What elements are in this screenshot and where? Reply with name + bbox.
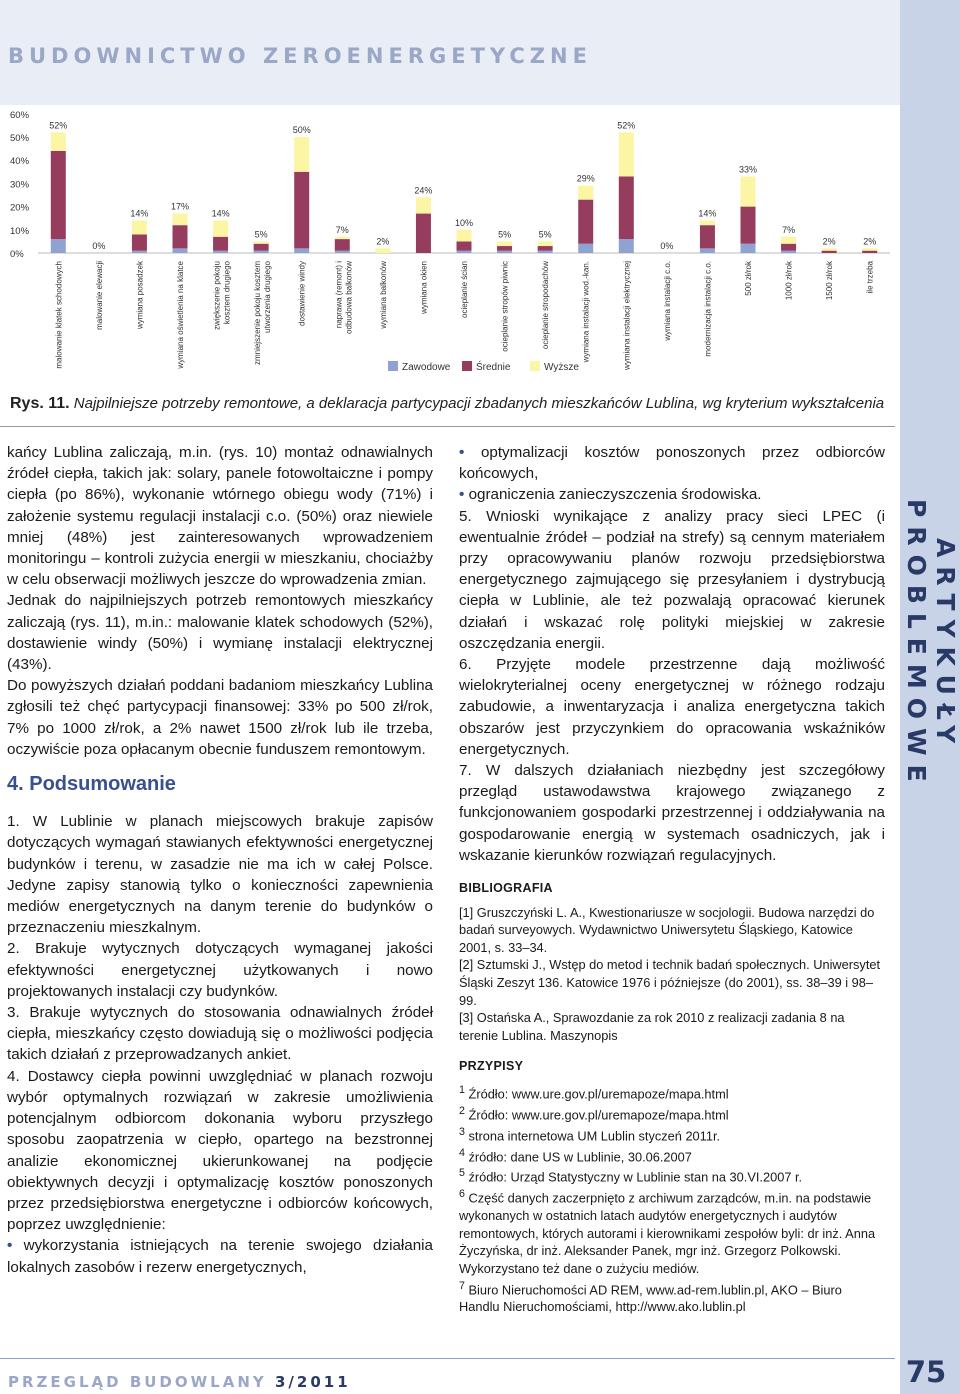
paragraph: Jednak do najpilniejszych potrzeb remontowych mieszkańcy zaliczają (rys. 11), m.in.: malowanie klatek schodowych (52%), dostawienie windy (50%) i wymianę instalacji elektrycznej (43%).: [7, 592, 433, 674]
data-label: 24%: [414, 185, 433, 196]
bar-segment: [51, 239, 66, 253]
category-label: modernizacja instalacji c.o.: [703, 261, 713, 357]
category-label: naprawa (remont) iodbudowa balkonów: [334, 261, 354, 334]
bar-segment: [822, 248, 837, 250]
bar-segment: [578, 244, 593, 253]
bar-segment: [335, 239, 350, 251]
data-label: 7%: [782, 224, 796, 235]
caption-text: Najpilniejsze potrzeby remontowe, a deklaracja partycypacji zbadanych mieszkańców Lublina, wg kryterium wykształcenia: [69, 395, 885, 412]
bar-segment: [213, 251, 228, 253]
bar-segment: [497, 241, 512, 246]
bar-segment: [51, 151, 66, 239]
bar-segment: [619, 132, 634, 176]
bar-segment: [578, 200, 593, 244]
bullet-icon: •: [459, 444, 465, 461]
data-label: 14%: [698, 208, 717, 219]
bar-segment: [173, 214, 188, 226]
bar-segment: [538, 246, 553, 251]
legend-label: Średnie: [476, 362, 511, 373]
bullet-item: [459, 442, 885, 484]
bullet-text: ograniczenia zanieczyszczenia środowiska.: [468, 486, 762, 504]
bar-segment: [416, 214, 431, 253]
bibliography-heading: BIBLIOGRAFIA: [459, 881, 553, 896]
bar-segment: [457, 230, 472, 242]
bar-segment: [213, 221, 228, 237]
y-tick-label: 20%: [10, 202, 30, 214]
paragraph: kańcy Lublina zaliczają, m.in. (rys. 10) montaż odnawialnych źródeł ciepła, takich jak: solary, panele fotowoltaiczne i pompy ciepła (po 86%), wykonanie wtórnego obiegu wody (71%) i założenie systemu regulacji instalacji c.o. (50%) oraz niewiele mniej (48%) jest zainteresowanych wprowadzeniem monitoringu – kontroli zużycia energii w mieszkaniu, chociażby w celu obserwacji możliwych jeszcze do wprowadzenia zmian.: [7, 444, 433, 589]
bar-segment: [822, 251, 837, 253]
category-label: ocieplanie stropodachów: [541, 261, 551, 350]
stacked-bar-chart: [0, 105, 895, 385]
bar-segment: [862, 251, 877, 253]
data-label: 5%: [254, 229, 268, 240]
bar-segment: [294, 172, 309, 249]
footnote-item: $^7$ Biuro Nieruchomości AD REM, www.ad-rem.lublin.pl, AKO – Biuro Handlu Nieruchomościami, http://www.ako.lublin.pl: [459, 1279, 842, 1315]
data-label: 14%: [211, 208, 230, 219]
footnotes: [459, 1058, 885, 1316]
data-label: 5%: [538, 229, 552, 240]
bar-segment: [132, 234, 147, 250]
caption-divider: [0, 426, 895, 427]
bar-segment: [700, 221, 715, 226]
journal-name: PRZEGLĄD BUDOWLANY 3/2011: [8, 1373, 351, 1391]
category-label: wymiana instalacji elektrycznej: [622, 261, 632, 370]
bar-segment: [132, 221, 147, 235]
bar-segment: [862, 248, 877, 250]
y-tick-label: 40%: [10, 156, 30, 168]
footnote-item: $^4$ źródło: dane US w Lublinie, 30.06.2007: [459, 1146, 692, 1164]
footnote-item: $^6$ Część danych zaczerpnięto z archiwum zarządców, m.in. na podstawie wykonanych w ostatnich latach audytów energetycznych i audytów remontowych, których autorami i kierownikami zespołów byli: dr inż. Anna Życzyńska, dr inż. Aleksander Panek, mgr inż. Grzegorz Polkowski. Wykorzystano też dane o zużyciu mediów.: [459, 1188, 876, 1276]
data-label: 10%: [454, 217, 474, 228]
data-label: 50%: [292, 125, 311, 135]
legend-swatch: [388, 361, 398, 371]
issue-number: 3/2011: [275, 1373, 351, 1391]
paragraph: Do powyższych działań poddani badaniom mieszkańcy Lublina zgłosili też chęć partycypacji finansowej: 33% po 500 zł/rok, 7% po 1000 zł/rok, a 2% nawet 1500 zł/rok lub ile trzeba, oczywiście poza opłacanym obecnie funduszem remontowym.: [7, 677, 433, 758]
paragraph: 3. Brakuje wytycznych do stosowania odnawialnych źródeł ciepła, mieszkańcy często dowiadują się o możliwości podjęcia takich działań z przeprowadzanych ankiet.: [7, 1004, 433, 1064]
bar-segment: [173, 225, 188, 248]
right-column: [459, 442, 885, 1316]
data-label: 29%: [576, 173, 595, 184]
bar-segment: [254, 251, 269, 253]
category-label: wymiana oświetlenia na klatce: [176, 261, 185, 369]
bar-segment: [416, 197, 431, 213]
bar-segment: [294, 137, 309, 172]
bar-segment: [213, 237, 228, 251]
footnote-item: $^5$ źródło: Urząd Statystyczny w Lublinie stan na 30.VI.2007 r.: [459, 1167, 803, 1185]
data-label: 7%: [335, 224, 349, 235]
paragraph: 6. Przyjęte modele przestrzenne dają możliwość wielokryterialnej oceny energetycznej w różnego rodzaju zabudowie, a inwentaryzacja i analiza energetyczna takich obszarów jest przyczynkiem do opracowania wskaźników energetycznych.: [459, 656, 885, 758]
paragraph: 1. W Lublinie w planach miejscowych brakuje zapisów dotyczących wymagań stawianych efektywności energetycznej budynków i terenu, w zasadzie nie ma ich w całej Polsce. Jedyne zapisy stanowią tylko o konieczności zapewnienia mediów energetycznych na danym terenie do budynków o przeznaczeniu mieszkalnym.: [7, 813, 433, 937]
left-column: [7, 442, 433, 1278]
category-label: wymiana instalacji c.o.: [662, 261, 672, 341]
bar-segment: [700, 225, 715, 248]
category-label: dostawienie windy: [297, 261, 307, 326]
bullet-text: optymalizacji kosztów ponoszonych przez odbiorców końcowych,: [459, 444, 885, 483]
bullet-icon: •: [7, 1237, 13, 1255]
data-label: 52%: [49, 120, 68, 131]
bar-segment: [335, 251, 350, 253]
caption-label: Rys. 11.: [10, 395, 70, 412]
data-label: 17%: [170, 201, 190, 212]
data-label: 2%: [822, 236, 836, 247]
bar-segment: [254, 244, 269, 251]
category-label: ocieplanie stropów piwnic: [500, 261, 510, 352]
category-label: malowanie elewacji: [94, 261, 104, 330]
bar-segment: [700, 248, 715, 253]
footnote-item: $^3$ strona internetowa UM Lublin styczeń 2011r.: [459, 1125, 721, 1143]
bibliography-item: [2] Sztumski J., Wstęp do metod i technik badań społecznych. Uniwersytet Śląski Zeszyt 136. Katowice 1976 i późniejsze (do 2001), ss. 38–39 i 98–99.: [459, 957, 881, 1008]
legend-label: Zawodowe: [402, 362, 451, 373]
bar-segment: [173, 248, 188, 253]
bar-segment: [619, 239, 634, 253]
bibliography: [459, 880, 885, 1044]
bar-segment: [254, 241, 269, 243]
data-label: 52%: [617, 120, 636, 131]
data-label: 0%: [660, 241, 674, 251]
legend-swatch: [462, 361, 472, 371]
y-tick-label: 50%: [10, 133, 30, 144]
footer-divider: [0, 1358, 895, 1359]
category-label: ile trzeba: [865, 261, 875, 294]
bar-segment: [132, 251, 147, 253]
legend-swatch: [530, 361, 540, 371]
data-label: 2%: [863, 236, 877, 247]
legend-label: Wyższe: [544, 362, 579, 373]
bar-segment: [781, 237, 796, 244]
data-label: 0%: [92, 241, 106, 251]
category-label: zmniejszenie pokoju kosztemutworzenia drugiego: [253, 261, 273, 366]
category-label: malowanie klatek schodowych: [54, 261, 64, 369]
section-heading: 4. Podsumowanie: [7, 773, 176, 796]
category-label: 1500 zł/rok: [825, 261, 835, 301]
bar-segment: [741, 176, 756, 206]
category-label: wymiana balkonów: [378, 261, 388, 329]
paragraph: 5. Wnioski wynikające z analizy pracy sieci LPEC (i ewentualnie źródeł – podział na strefy) są cennym materiałem przy opracowywaniu planów rozwoju przedsiębiorstwa energetycznego zajmującego się przesyłaniem i dystrybucją ciepła w Lublinie, ale też pozwalają opracować kierunek działań i wskazać rolę polityki miejskiej w zakresie oszczędzania energii.: [459, 507, 885, 652]
paragraph: 4. Dostawcy ciepła powinni uwzględniać w planach rozwoju wybór optymalnych rozwiązań w zakresie umożliwienia potencjalnym odbiorcom dokonania wyboru przyszłego sposobu zaopatrzenia w ciepło, opartego na bezstronnej analizie ekonomicznej ukierunkowanej na podjęcie obiektywnych decyzji i optymalizację kosztów ponoszonych przez przedsiębiorstwa energetyczne i odbiorców końcowych, poprzez uwzględnienie:: [7, 1067, 433, 1234]
data-label: 5%: [498, 229, 512, 240]
bibliography-item: [1] Gruszczyński L. A., Kwestionariusze w socjologii. Budowa narzędzi do badań surveyowych. Wydawnictwo Uniwersytetu Śląskiego, Katowice 2001, s. 33–34.: [459, 904, 875, 955]
bar-segment: [294, 248, 309, 253]
y-tick-label: 30%: [10, 179, 30, 191]
bullet-item: [459, 484, 885, 505]
category-label: ocieplanie ścian: [460, 261, 469, 318]
bar-segment: [457, 241, 472, 250]
bar-segment: [619, 176, 634, 239]
bar-segment: [781, 251, 796, 253]
category-label: 500 zł/rok: [744, 261, 753, 296]
bar-segment: [781, 244, 796, 251]
bar-segment: [538, 251, 553, 253]
bar-segment: [497, 251, 512, 253]
bar-segment: [51, 132, 66, 151]
data-label: 2%: [376, 236, 390, 247]
bar-segment: [375, 248, 390, 253]
section-title: BUDOWNICTWO ZEROENERGETYCZNE: [8, 44, 592, 68]
page-number: 75: [905, 1355, 947, 1389]
y-tick-label: 0%: [10, 249, 24, 260]
y-tick-label: 10%: [10, 225, 30, 237]
category-label: 1000 zł/rok: [784, 261, 794, 301]
paragraph: 7. W dalszych działaniach niezbędny jest szczegółowy przegląd ustawodawstwa krajowego związanego z funkcjonowaniem gospodarki przestrzennej i oddziaływania na gospodarowanie energią w systemach osadniczych, jak i wskazanie kierunków rozwiązań regulacyjnych.: [459, 762, 885, 864]
data-label: 33%: [738, 164, 758, 175]
bar-segment: [497, 246, 512, 251]
footnote-item: $^1$ Źródło: www.ure.gov.pl/uremapoze/mapa.html: [459, 1084, 729, 1102]
category-label: zwiększenie pokojukosztem drugiego: [212, 261, 232, 330]
category-label: wymiana okien: [419, 261, 429, 314]
bullet-item: [7, 1235, 433, 1277]
y-tick-label: 60%: [10, 109, 30, 121]
bar-segment: [741, 244, 756, 253]
footnote-item: $^2$ Źródło: www.ure.gov.pl/uremapoze/mapa.html: [459, 1104, 729, 1123]
bullet-text: wykorzystania istniejących na terenie swojego działania lokalnych zasobów i rezerw energetycznych,: [7, 1237, 433, 1276]
paragraph: 2. Brakuje wytycznych dotyczących wymaganej jakości efektywności energetycznej użytkowanych i nowo projektowanych instalacji czy budynków.: [7, 940, 433, 1000]
bullet-icon: •: [459, 486, 465, 504]
category-label: wymiana posadzek: [135, 261, 145, 330]
bar-segment: [335, 237, 350, 239]
footnotes-heading: PRZYPISY: [459, 1059, 524, 1074]
category-label: wymiana instalacji wod.-kan.: [581, 261, 591, 363]
bar-segment: [457, 251, 472, 253]
bar-segment: [741, 207, 756, 244]
bar-segment: [578, 186, 593, 200]
side-section-title: ARTYKUŁY PROBLEMOWE: [902, 499, 960, 791]
bar-segment: [538, 241, 553, 246]
figure-caption: [10, 395, 890, 413]
bibliography-item: [3] Ostańska A., Sprawozdanie za rok 2010 z realizacji zadania 8 na terenie Lublina. Maszynopis: [459, 1010, 845, 1043]
data-label: 14%: [130, 208, 149, 219]
